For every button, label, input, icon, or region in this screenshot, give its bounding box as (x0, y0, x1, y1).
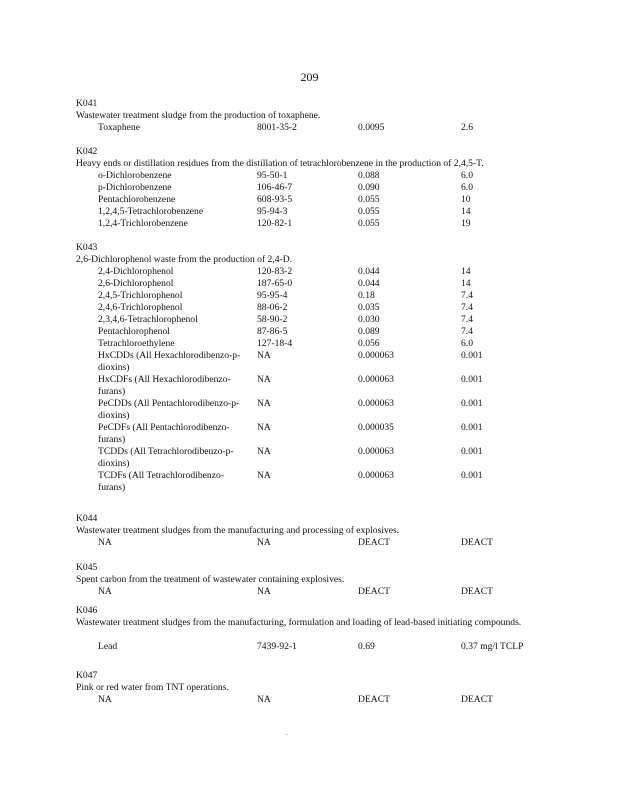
nonwastewater-standard: 0.001 (461, 374, 483, 385)
waste-description: Heavy ends or distillation residues from the distillation of tetrachlorobenzene in the production of 2,4,5-T. (76, 158, 484, 169)
nonwastewater-standard: 6.0 (461, 338, 473, 349)
constituent-row (76, 206, 546, 218)
constituent-row (76, 537, 546, 549)
constituent-name: TCDFs (All Tetrachlorodibenzo-furans) (98, 470, 224, 493)
constituent-name: 1,2,4-Trichlorobenzene (98, 218, 188, 229)
waste-section (76, 670, 546, 706)
constituent-row (76, 374, 546, 398)
constituent-row (76, 182, 546, 194)
cas-number: 127-18-4 (257, 338, 293, 349)
cas-number: NA (257, 446, 271, 457)
wastewater-standard: 0.18 (358, 290, 375, 301)
cas-number: 95-50-1 (257, 170, 288, 181)
constituent-name: 2,4,5-Trichlorophenol (98, 290, 183, 301)
cas-number: NA (257, 422, 271, 433)
waste-code: K041 (76, 98, 98, 109)
constituent-name: 2,3,4,6-Tetrachlorophenol (98, 314, 198, 325)
cas-number: 120-82-1 (257, 218, 293, 229)
wastewater-standard: 0.000063 (358, 374, 394, 385)
wastewater-standard: 0.056 (358, 338, 380, 349)
nonwastewater-standard: 0.001 (461, 446, 483, 457)
nonwastewater-standard: 7.4 (461, 302, 473, 313)
nonwastewater-standard: DEACT (461, 537, 493, 548)
nonwastewater-standard: 14 (461, 278, 471, 289)
waste-description: Wastewater treatment sludges from the manufacturing and processing of explosives. (76, 525, 400, 536)
wastewater-standard: 0.000063 (358, 350, 394, 361)
constituent-name: Tetrachloroethylene (98, 338, 175, 349)
nonwastewater-standard: 0.37 mg/l TCLP (461, 641, 524, 652)
constituent-name: 1,2,4,5-Tetrachlorobenzene (98, 206, 204, 217)
constituent-row (76, 398, 546, 422)
nonwastewater-standard: 0.001 (461, 470, 483, 481)
nonwastewater-standard: 6.0 (461, 170, 473, 181)
constituent-name: NA (98, 537, 112, 548)
cas-number: NA (257, 586, 271, 597)
wastewater-standard: 0.044 (358, 266, 380, 277)
constituent-row (76, 194, 546, 206)
constituent-name: PeCDDs (All Pentachlorodibenzo-p-dioxins) (98, 398, 240, 421)
waste-code: K043 (76, 242, 98, 253)
cas-number: 8001-35-2 (257, 122, 297, 133)
waste-section (76, 242, 546, 494)
constituent-name: 2,4,6-Trichlorophenol (98, 302, 183, 313)
nonwastewater-standard: DEACT (461, 586, 493, 597)
cas-number: 187-65-0 (257, 278, 293, 289)
wastewater-standard: 0.000063 (358, 446, 394, 457)
constituent-name: 2,6-Dichlorophenol (98, 278, 174, 289)
wastewater-standard: 0.088 (358, 170, 380, 181)
constituent-row (76, 170, 546, 182)
nonwastewater-standard: 14 (461, 266, 471, 277)
constituent-row (76, 641, 546, 653)
wastewater-standard: DEACT (358, 586, 390, 597)
constituent-name: NA (98, 694, 112, 705)
wastewater-standard: 0.030 (358, 314, 380, 325)
wastewater-standard: DEACT (358, 537, 390, 548)
cas-number: 7439-92-1 (257, 641, 297, 652)
waste-description: Pink or red water from TNT operations. (76, 682, 229, 693)
cas-number: 87-86-5 (257, 326, 288, 337)
waste-code: K047 (76, 670, 98, 681)
wastewater-standard: 0.055 (358, 206, 380, 217)
constituent-row (76, 314, 546, 326)
wastewater-standard: 0.0095 (358, 122, 385, 133)
cas-number: 608-93-5 (257, 194, 293, 205)
constituent-row (76, 122, 546, 134)
cas-number: NA (257, 537, 271, 548)
constituent-name: NA (98, 586, 112, 597)
nonwastewater-standard: 7.4 (461, 314, 473, 325)
wastewater-standard: 0.055 (358, 194, 380, 205)
constituent-name: 2,4-Dichlorophenol (98, 266, 174, 277)
constituent-name: Pentachlorophenol (98, 326, 170, 337)
cas-number: 88-06-2 (257, 302, 288, 313)
nonwastewater-standard: 10 (461, 194, 471, 205)
wastewater-standard: 0.044 (358, 278, 380, 289)
constituent-row (76, 350, 546, 374)
waste-description: Spent carbon from the treatment of wastewater containing explosives. (76, 574, 345, 585)
wastewater-standard: 0.69 (358, 641, 375, 652)
constituent-row (76, 694, 546, 706)
constituent-name: Toxaphene (98, 122, 140, 133)
constituent-row (76, 338, 546, 350)
constituent-row (76, 446, 546, 470)
constituent-name: Pentachlorobenzene (98, 194, 176, 205)
wastewater-standard: 0.000035 (358, 422, 394, 433)
wastewater-standard: 0.035 (358, 302, 380, 313)
cas-number: 106-46-7 (257, 182, 293, 193)
constituent-row (76, 422, 546, 446)
wastewater-standard: 0.000063 (358, 398, 394, 409)
nonwastewater-standard: 0.001 (461, 350, 483, 361)
cas-number: NA (257, 694, 271, 705)
waste-code: K046 (76, 605, 98, 616)
wastewater-standard: 0.055 (358, 218, 380, 229)
nonwastewater-standard: 19 (461, 218, 471, 229)
wastewater-standard: DEACT (358, 694, 390, 705)
waste-description: 2,6-Dichlorophenol waste from the production of 2,4-D. (76, 254, 293, 265)
waste-description: Wastewater treatment sludge from the production of toxaphene. (76, 110, 321, 121)
constituent-row (76, 290, 546, 302)
nonwastewater-standard: DEACT (461, 694, 493, 705)
stray-mark: . (286, 728, 288, 737)
cas-number: NA (257, 350, 271, 361)
cas-number: 95-95-4 (257, 290, 288, 301)
cas-number: NA (257, 374, 271, 385)
cas-number: 120-83-2 (257, 266, 293, 277)
constituent-row (76, 326, 546, 338)
constituent-name: TCDDs (All Tetrachlorodibenzo-p-dioxins) (98, 446, 234, 469)
constituent-row (76, 470, 546, 494)
nonwastewater-standard: 7.4 (461, 290, 473, 301)
waste-code: K044 (76, 513, 98, 524)
page-number: 209 (300, 70, 319, 84)
nonwastewater-standard: 7.4 (461, 326, 473, 337)
constituent-name: PeCDFs (All Pentachlorodibenzo-furans) (98, 422, 230, 445)
wastewater-standard: 0.089 (358, 326, 380, 337)
constituent-row (76, 302, 546, 314)
cas-number: 58-90-2 (257, 314, 288, 325)
constituent-row (76, 218, 546, 230)
constituent-row (76, 586, 546, 598)
waste-section (76, 562, 546, 598)
cas-number: NA (257, 398, 271, 409)
constituent-row (76, 278, 546, 290)
constituent-name: HxCDDs (All Hexachlorodibenzo-p-dioxins) (98, 350, 241, 373)
nonwastewater-standard: 14 (461, 206, 471, 217)
nonwastewater-standard: 0.001 (461, 422, 483, 433)
nonwastewater-standard: 6.0 (461, 182, 473, 193)
nonwastewater-standard: 0.001 (461, 398, 483, 409)
waste-code: K045 (76, 562, 98, 573)
constituent-row (76, 266, 546, 278)
waste-code: K042 (76, 146, 98, 157)
wastewater-standard: 0.000063 (358, 470, 394, 481)
waste-section (76, 605, 546, 653)
waste-section (76, 513, 546, 549)
waste-section (76, 146, 546, 230)
wastewater-standard: 0.090 (358, 182, 380, 193)
nonwastewater-standard: 2.6 (461, 122, 473, 133)
constituent-name: HxCDFs (All Hexachlorodibenzo-furans) (98, 374, 231, 397)
cas-number: 95-94-3 (257, 206, 288, 217)
constituent-name: p-Dichlorobenzene (98, 182, 172, 193)
cas-number: NA (257, 470, 271, 481)
waste-description: Wastewater treatment sludges from the manufacturing, formulation and loading of lead-based initiating compounds. (76, 617, 522, 628)
constituent-name: o-Dichlorobenzene (98, 170, 172, 181)
constituent-name: Lead (98, 641, 118, 652)
waste-section (76, 98, 546, 134)
